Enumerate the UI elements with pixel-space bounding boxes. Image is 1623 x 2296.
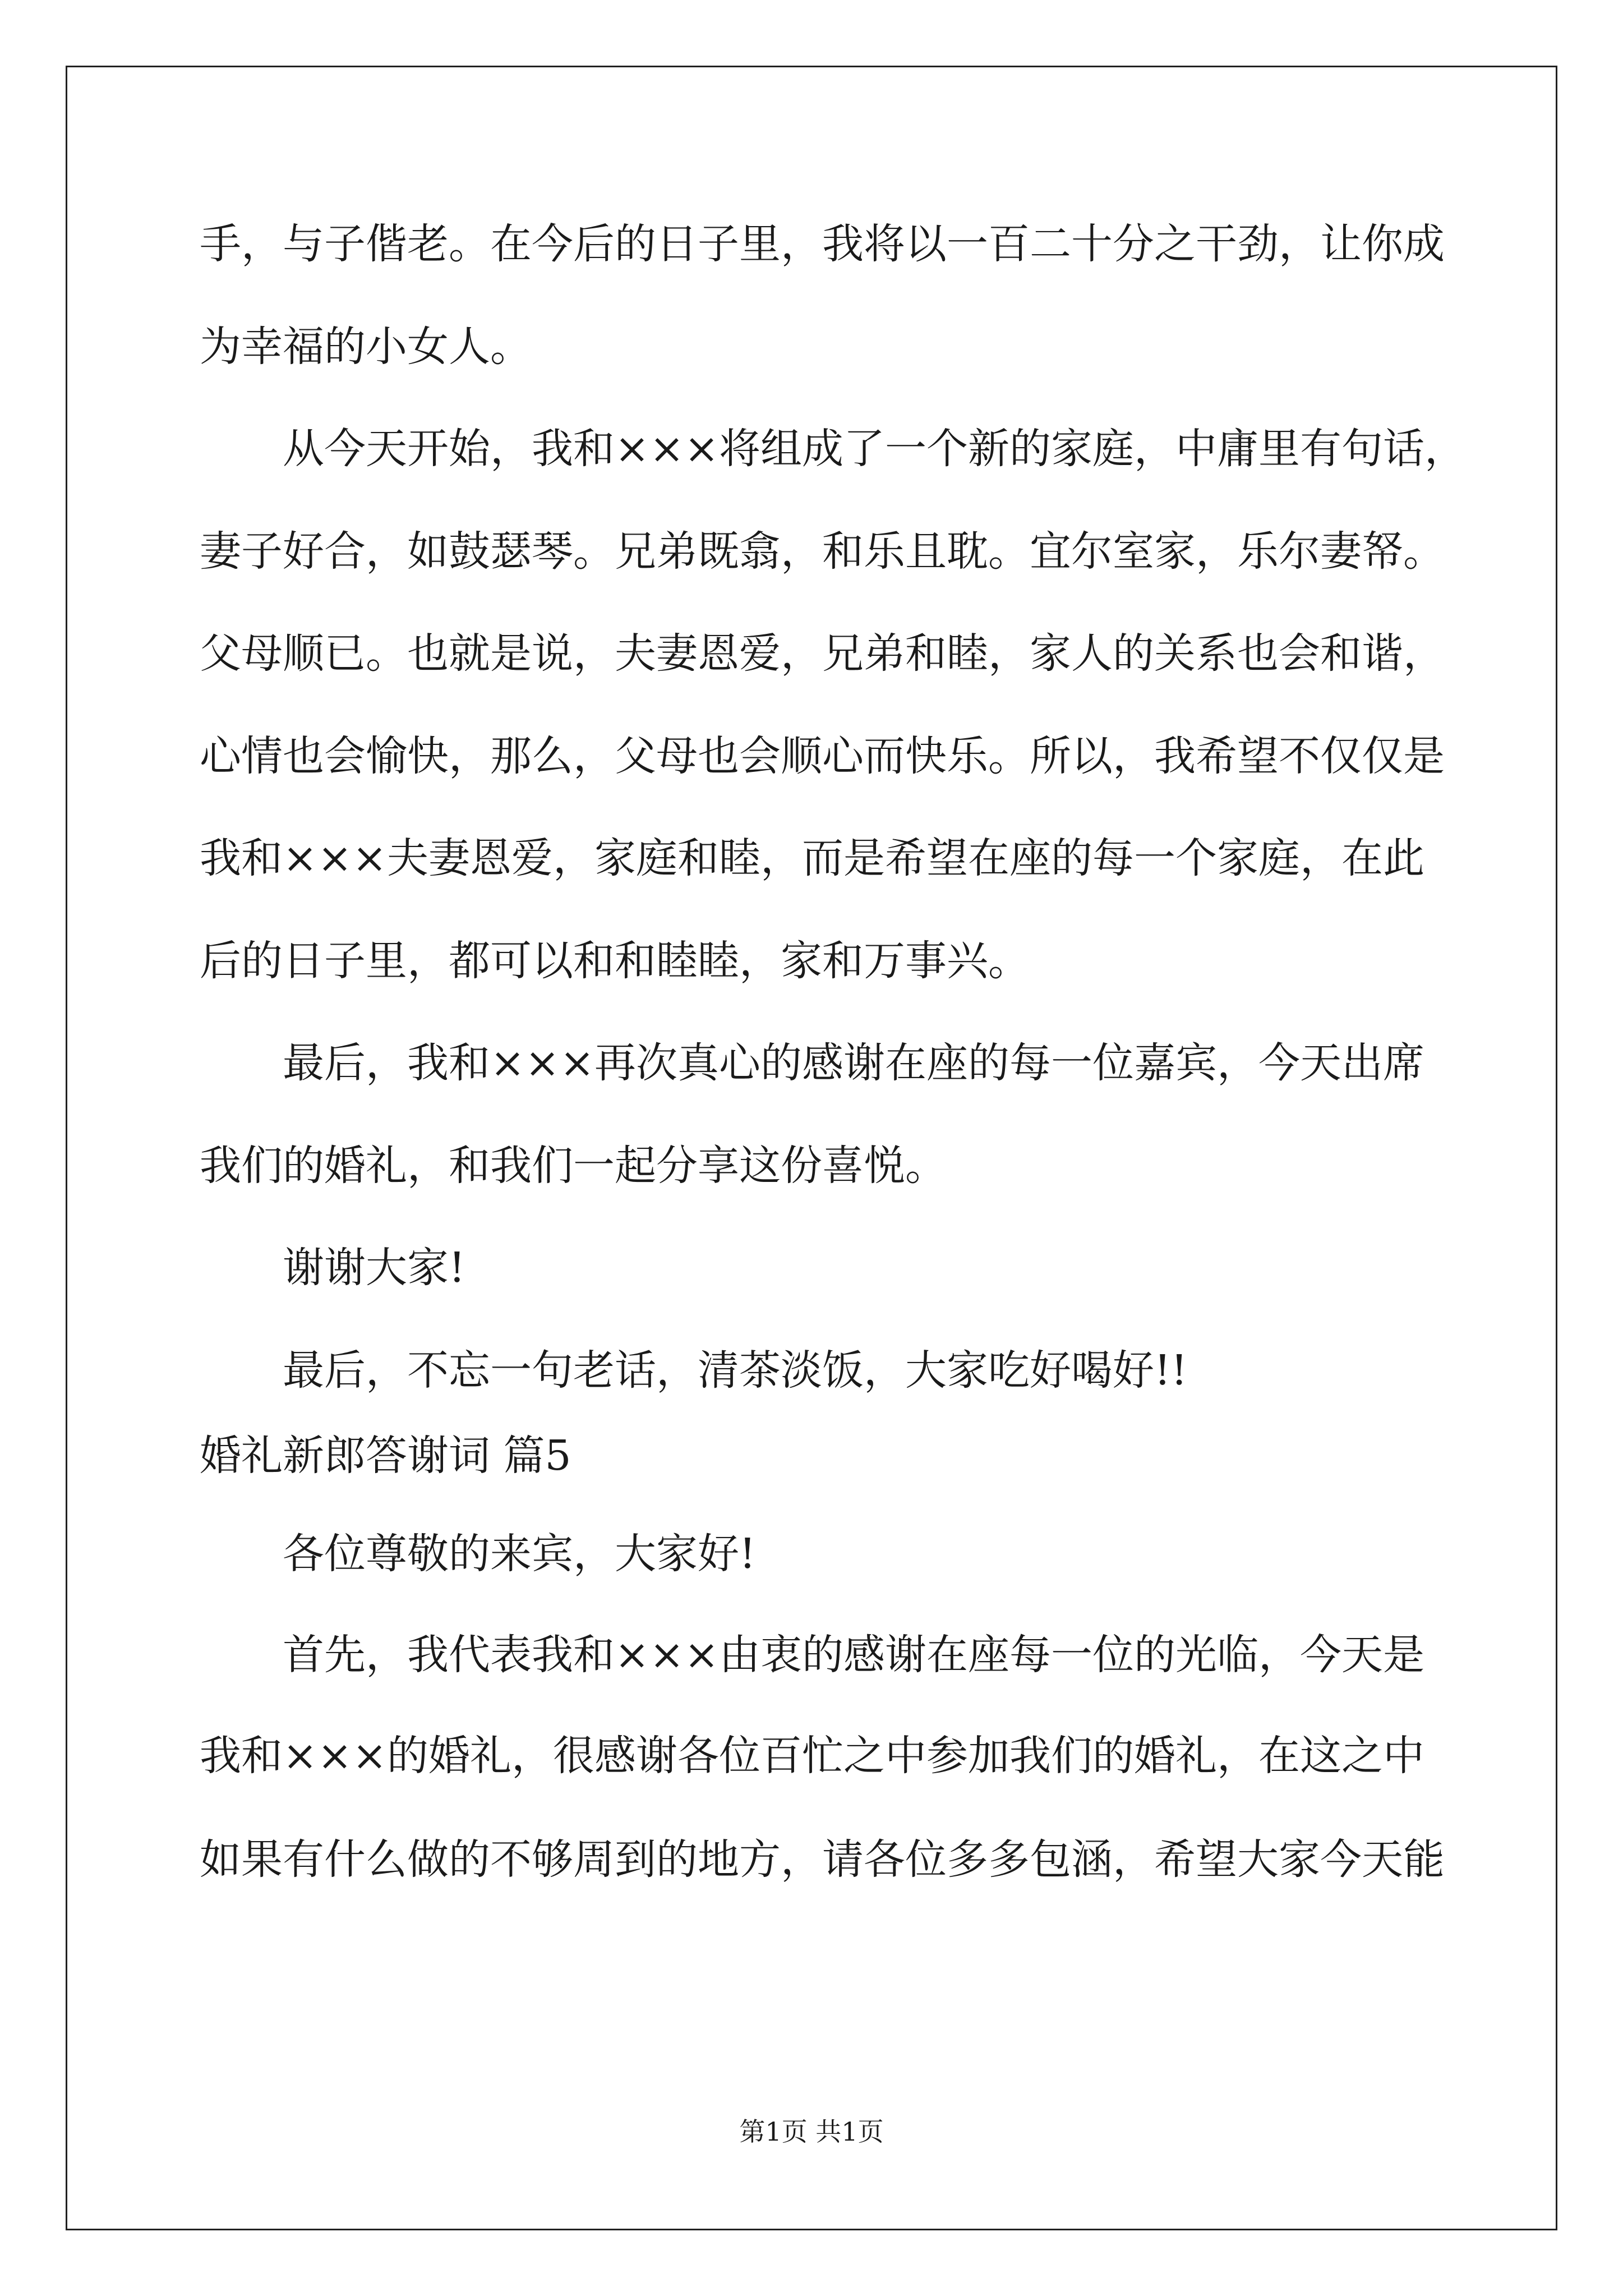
text-line: 最后，我和×××再次真心的感谢在座的每一位嘉宾，今天出席 [283, 1039, 1425, 1087]
text-line: 为幸福的小女人。 [200, 323, 532, 371]
text-line: 如果有什么做的不够周到的地方，请各位多多包涵，希望大家今天能 [200, 1835, 1445, 1884]
text-line: 最后，不忘一句老话，清茶淡饭，大家吃好喝好!! [283, 1346, 1188, 1395]
text-line: 手，与子偕老。在今后的日子里，我将以一百二十分之干劲，让你成 [200, 220, 1445, 268]
text-line: 妻子好合，如鼓瑟琴。兄弟既翕，和乐且耽。宜尔室家，乐尔妻帑。 [200, 527, 1445, 576]
text-line: 各位尊敬的来宾，大家好! [283, 1530, 756, 1578]
text-line: 我们的婚礼，和我们一起分享这份喜悦。 [200, 1142, 947, 1190]
section-heading: 婚礼新郎答谢词 篇5 [200, 1432, 571, 1480]
text-line: 从今天开始，我和×××将组成了一个新的家庭，中庸里有句话， [283, 425, 1467, 473]
text-line: 我和×××夫妻恩爱，家庭和睦，而是希望在座的每一个家庭，在此 [200, 834, 1425, 882]
page-indicator: 第1页 共1页 [739, 2116, 884, 2147]
text-line: 后的日子里，都可以和和睦睦，家和万事兴。 [200, 937, 1030, 985]
page-footer [0, 2115, 1623, 2148]
text-line: 心情也会愉快，那么，父母也会顺心而快乐。所以，我希望不仅仅是 [200, 732, 1445, 780]
text-line: 我和×××的婚礼，很感谢各位百忙之中参加我们的婚礼，在这之中 [200, 1732, 1425, 1780]
text-line: 父母顺已。也就是说，夫妻恩爱，兄弟和睦，家人的关系也会和谐， [200, 629, 1445, 678]
text-line: 谢谢大家! [283, 1244, 465, 1292]
text-line: 首先，我代表我和×××由衷的感谢在座每一位的光临，今天是 [283, 1631, 1425, 1679]
